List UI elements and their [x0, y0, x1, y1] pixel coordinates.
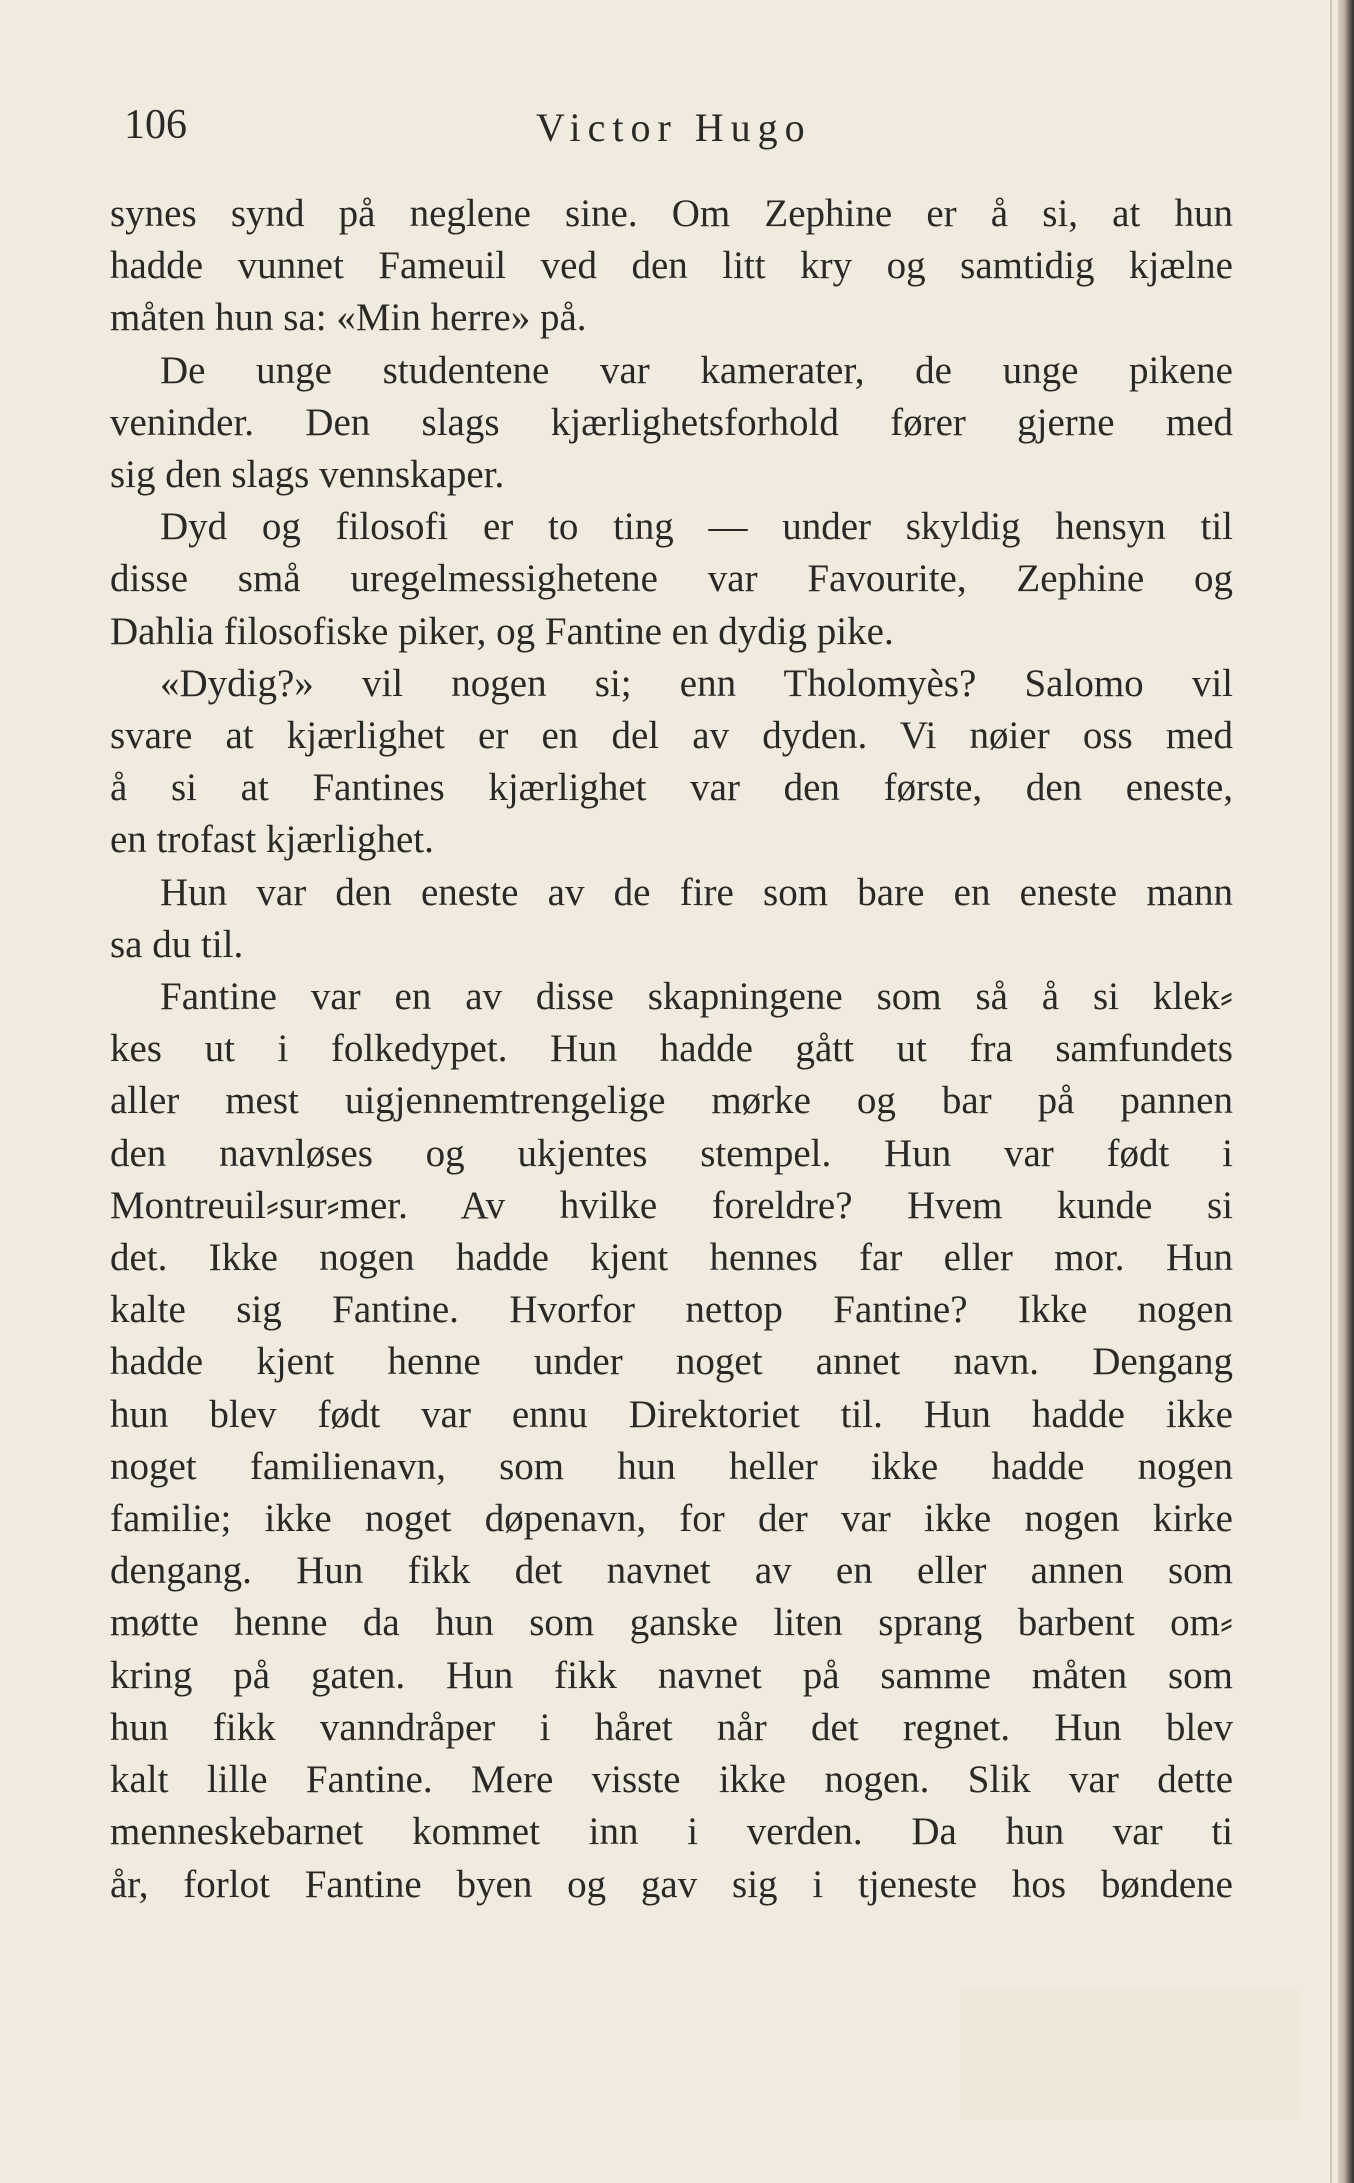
paragraph — [110, 345, 1233, 502]
text-line: kalte sig Fantine. Hvorfor nettop Fantine? Ikke nogen — [110, 1288, 1233, 1332]
text-line: veninder. Den slags kjærlighetsforhold fører gjerne med — [110, 400, 1233, 444]
text-line: hun fikk vanndråper i håret når det regnet. Hun blev — [110, 1705, 1233, 1749]
text-line: Dyd og filosofi er to ting — under skyldig hensyn til — [160, 505, 1233, 549]
text-line: det. Ikke nogen hadde kjent hennes far eller mor. Hun — [110, 1236, 1233, 1280]
text-line: aller mest uigjennemtrengelige mørke og bar på pannen — [110, 1079, 1233, 1123]
page-binding-edge — [1338, 0, 1354, 2183]
text-line: år, forlot Fantine byen og gav sig i tjeneste hos bøndene — [110, 1862, 1233, 1906]
text-line: kring på gaten. Hun fikk navnet på samme måten som — [110, 1653, 1233, 1697]
text-line: sig den slags vennskaper. — [110, 453, 505, 497]
paragraph — [110, 867, 1233, 971]
text-line: Montreuil⸗sur⸗mer. Av hvilke foreldre? Hvem kunde si — [110, 1183, 1233, 1227]
paragraph — [110, 658, 1233, 867]
text-line: kes ut i folkedypet. Hun hadde gått ut fra samfundets — [110, 1027, 1233, 1071]
text-line: hadde kjent henne under noget annet navn. Dengang — [110, 1340, 1233, 1384]
text-line: hun blev født var ennu Direktoriet til. Hun hadde ikke — [110, 1392, 1233, 1436]
text-line: «Dydig?» vil nogen si; enn Tholomyès? Salomo vil — [160, 661, 1233, 705]
body-text — [110, 188, 1233, 1911]
paragraph — [110, 501, 1233, 658]
text-line: svare at kjærlighet er en del av dyden. Vi nøier oss med — [110, 714, 1233, 758]
text-line: hadde vunnet Fameuil ved den litt kry og samtidig kjælne — [110, 244, 1233, 288]
text-line: menneskebarnet kommet inn i verden. Da hun var ti — [110, 1810, 1233, 1854]
text-line: noget familienavn, som hun heller ikke hadde nogen — [110, 1444, 1233, 1488]
text-line: møtte henne da hun som ganske liten sprang barbent om⸗ — [110, 1601, 1233, 1645]
text-line: kalt lille Fantine. Mere visste ikke nogen. Slik var dette — [110, 1758, 1233, 1802]
text-line: en trofast kjærlighet. — [110, 818, 434, 862]
text-line: De unge studentene var kamerater, de unge pikene — [160, 348, 1233, 392]
text-line: disse små uregelmessighetene var Favourite, Zephine og — [110, 557, 1233, 601]
page-edge-line — [1330, 0, 1332, 2183]
page-number: 106 — [124, 102, 187, 148]
paragraph — [110, 971, 1233, 1911]
paragraph — [110, 188, 1233, 345]
running-head: Victor Hugo — [536, 105, 812, 150]
paper-stain — [960, 1990, 1300, 2120]
text-line: familie; ikke noget døpenavn, for der var ikke nogen kirke — [110, 1497, 1233, 1541]
text-line: sa du til. — [110, 922, 244, 966]
text-line: synes synd på neglene sine. Om Zephine er å si, at hun — [110, 192, 1233, 235]
text-line: den navnløses og ukjentes stempel. Hun var født i — [110, 1131, 1233, 1175]
text-line: dengang. Hun fikk det navnet av en eller annen som — [110, 1549, 1233, 1593]
text-line: Fantine var en av disse skapningene som så å si klek⸗ — [160, 975, 1233, 1019]
text-line: å si at Fantines kjærlighet var den første, den eneste, — [110, 766, 1233, 810]
text-line: Hun var den eneste av de fire som bare en eneste mann — [160, 870, 1233, 914]
text-line: måten hun sa: «Min herre» på. — [110, 296, 587, 340]
text-line: Dahlia filosofiske piker, og Fantine en dydig pike. — [110, 609, 894, 653]
